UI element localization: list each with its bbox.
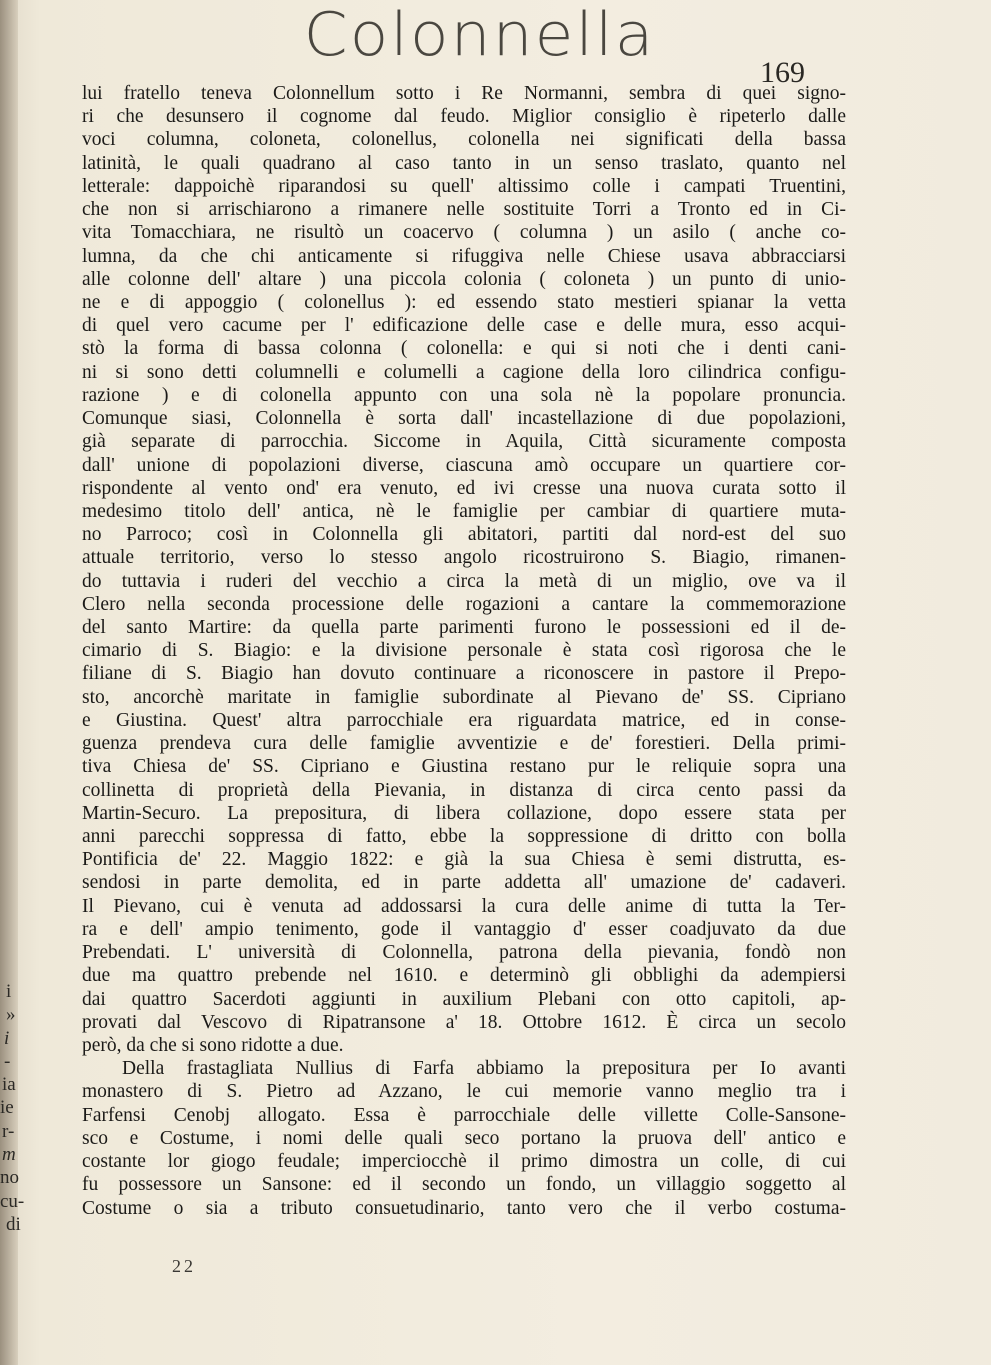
text-line: ri che desunsero il cognome dal feudo. Miglior consiglio è ripeterlo dalle (82, 106, 846, 128)
text-line: cimario di S. Biagio: e la divisione personale è stata così rigorosa che le (82, 640, 846, 662)
text-line: Della frastagliata Nullius di Farfa abbiamo la prepositura per Io avanti (122, 1058, 846, 1080)
text-line: provati dal Vescovo di Ripatransone a' 18. Ottobre 1612. È circa un secolo (82, 1011, 846, 1033)
text-line: Farfensi Cenobj allogato. Essa è parrocchiale delle villette Colle-Sansone- (82, 1104, 846, 1126)
text-line: alle colonne dell' altare ) una piccola colonia ( coloneta ) un punto di unio- (82, 268, 846, 290)
text-line: rispondente al vento ond' era venuto, ed ivi cresse una nuova curata sotto il (82, 477, 846, 499)
text-line: però, da che si sono ridotte a due. (82, 1034, 344, 1056)
text-line: lumna, da che chi anticamente si rifuggiva nelle Chiese usava abbracciarsi (82, 245, 846, 267)
text-line: Martin-Securo. La prepositura, di libera collazione, dopo essere stata per (82, 802, 846, 824)
facing-page-margin (0, 980, 40, 1236)
margin-fragment: ie (0, 1097, 14, 1119)
text-line: e Giustina. Quest' altra parrocchiale era riguardata matrice, ed in conse- (82, 709, 846, 731)
text-line: Costume o sia a tributo consuetudinario, tanto vero che il verbo costuma- (82, 1197, 846, 1219)
text-line: dall' unione di popolazioni diverse, ciascuna amò occupare un quartiere cor- (82, 454, 846, 476)
margin-fragment: ia (2, 1074, 16, 1096)
text-line: di quel vero cacume per l' edificazione delle case e delle mura, esso acqui- (82, 315, 846, 337)
text-line: monastero di S. Pietro ad Azzano, le cui memorie vanno meglio tra i (82, 1081, 846, 1103)
text-line: anni parecchi soppressa di fatto, ebbe la soppressione di dritto con bolla (82, 826, 846, 847)
text-line: filiane di S. Biagio han dovuto continuare a riconoscere in pastore il Prepo- (82, 663, 846, 685)
text-line: sendosi in parte demolita, ed in parte addetta all' umazione de' cadaveri. (82, 872, 846, 894)
text-line: stò la forma di bassa colonna ( colonella: e qui si noti che i denti cani- (82, 338, 846, 360)
text-line: razione ) e di colonella appunto con una sola nè la popolare pronuncia. (82, 384, 846, 406)
text-line: voci columna, coloneta, colonellus, colonella nei significati della bassa (82, 129, 846, 151)
text-line: ra e dell' ampio tenimento, gode il vantaggio d' esser coadjuvato da due (82, 918, 846, 940)
text-line: Il Pievano, cui è venuta ad addossarsi la cura delle anime di tutta la Ter- (82, 895, 846, 917)
text-line: fu possessore un Sansone: ed il secondo un fondo, un villaggio soggetto al (82, 1174, 846, 1196)
text-line: due ma quattro prebende nel 1610. e determinò gli obblighi da adempiersi (82, 965, 846, 987)
margin-fragment: r- (2, 1120, 15, 1142)
handwritten-heading: Colonnella (303, 0, 656, 70)
margin-fragment: di (6, 1213, 21, 1235)
signature-mark: 22 (172, 1256, 196, 1276)
body-text (82, 82, 846, 1220)
margin-fragment: » (6, 1004, 16, 1026)
text-line: Clero nella seconda processione delle rogazioni a cantare la commemorazione (82, 593, 846, 615)
margin-fragment: i (4, 1027, 10, 1049)
text-line: costante lor giogo feudale; imperciocchè il primo dimostra un colle, di cui (82, 1151, 846, 1173)
text-line: tiva Chiesa de' SS. Cipriano e Giustina restano pur le reliquie sopra una (82, 756, 846, 778)
text-line: collinetta di proprietà della Pievania, in distanza di circa cento passi da (82, 779, 846, 801)
margin-fragment: i (6, 981, 12, 1002)
margin-fragment: - (4, 1050, 11, 1072)
page-number: 169 (760, 56, 805, 89)
text-line: Pontificia de' 22. Maggio 1822: e già la sua Chiesa è semi distrutta, es- (82, 849, 846, 871)
text-line: ni si sono detti columnelli e columelli a cagione della loro cilindrica configu- (82, 361, 846, 383)
margin-fragment: cu- (0, 1190, 25, 1212)
text-line: del santo Martire: da quella parte parimenti furono le possessioni ed il de- (82, 617, 846, 639)
text-line: do tuttavia i ruderi del vecchio a circa la metà di un miglio, ove va il (82, 570, 846, 592)
text-line: attuale territorio, verso lo stesso angolo ricostruirono S. Biagio, rimanen- (82, 547, 846, 569)
text-line: sco e Costume, i nomi delle quali seco portano la pruova dell' antico e (82, 1127, 846, 1149)
text-line: no Parroco; così in Colonnella gli abitatori, partiti dal nord-est del suo (82, 524, 846, 546)
text-line: già separate di parrocchia. Siccome in Aquila, Città sicuramente composta (82, 431, 846, 453)
text-line: Prebendati. L' università di Colonnella, patrona della pievania, fondò non (82, 942, 846, 964)
text-line: medesimo titolo dell' antica, nè le famiglie per cambiar di quartiere muta- (82, 500, 846, 522)
text-line: che non si arrischiarono a rimanere nelle sostituite Torri a Tronto ed in Ci- (82, 199, 846, 221)
text-line: dai quattro Sacerdoti aggiunti in auxilium Plebani con otto capitoli, ap- (82, 988, 846, 1010)
margin-fragment: no (0, 1167, 19, 1189)
text-line: sto, ancorchè maritate in famiglie subordinate al Pievano de' SS. Cipriano (82, 686, 846, 708)
text-line: latinità, le quali quadrano al caso tanto in un senso traslato, quanto nel (82, 152, 846, 174)
margin-fragment: m (2, 1144, 16, 1166)
text-line: Comunque siasi, Colonnella è sorta dall' incastellazione di due popolazioni, (82, 408, 846, 430)
text-line: ne e di appoggio ( colonellus ): ed essendo stato mestieri spianar la vetta (82, 291, 846, 313)
text-line: vita Tomacchiara, ne risultò un coacervo ( columna ) un asilo ( anche co- (82, 222, 846, 244)
text-line: letterale: dappoichè riparandosi su quell' altissimo colle i campati Truentini, (82, 175, 846, 197)
text-line: lui fratello teneva Colonnellum sotto i Re Normanni, sembra di quei signo- (82, 83, 846, 104)
text-line: guenza prendeva cura delle famiglie avventizie e de' forestieri. Della primi- (82, 733, 846, 755)
